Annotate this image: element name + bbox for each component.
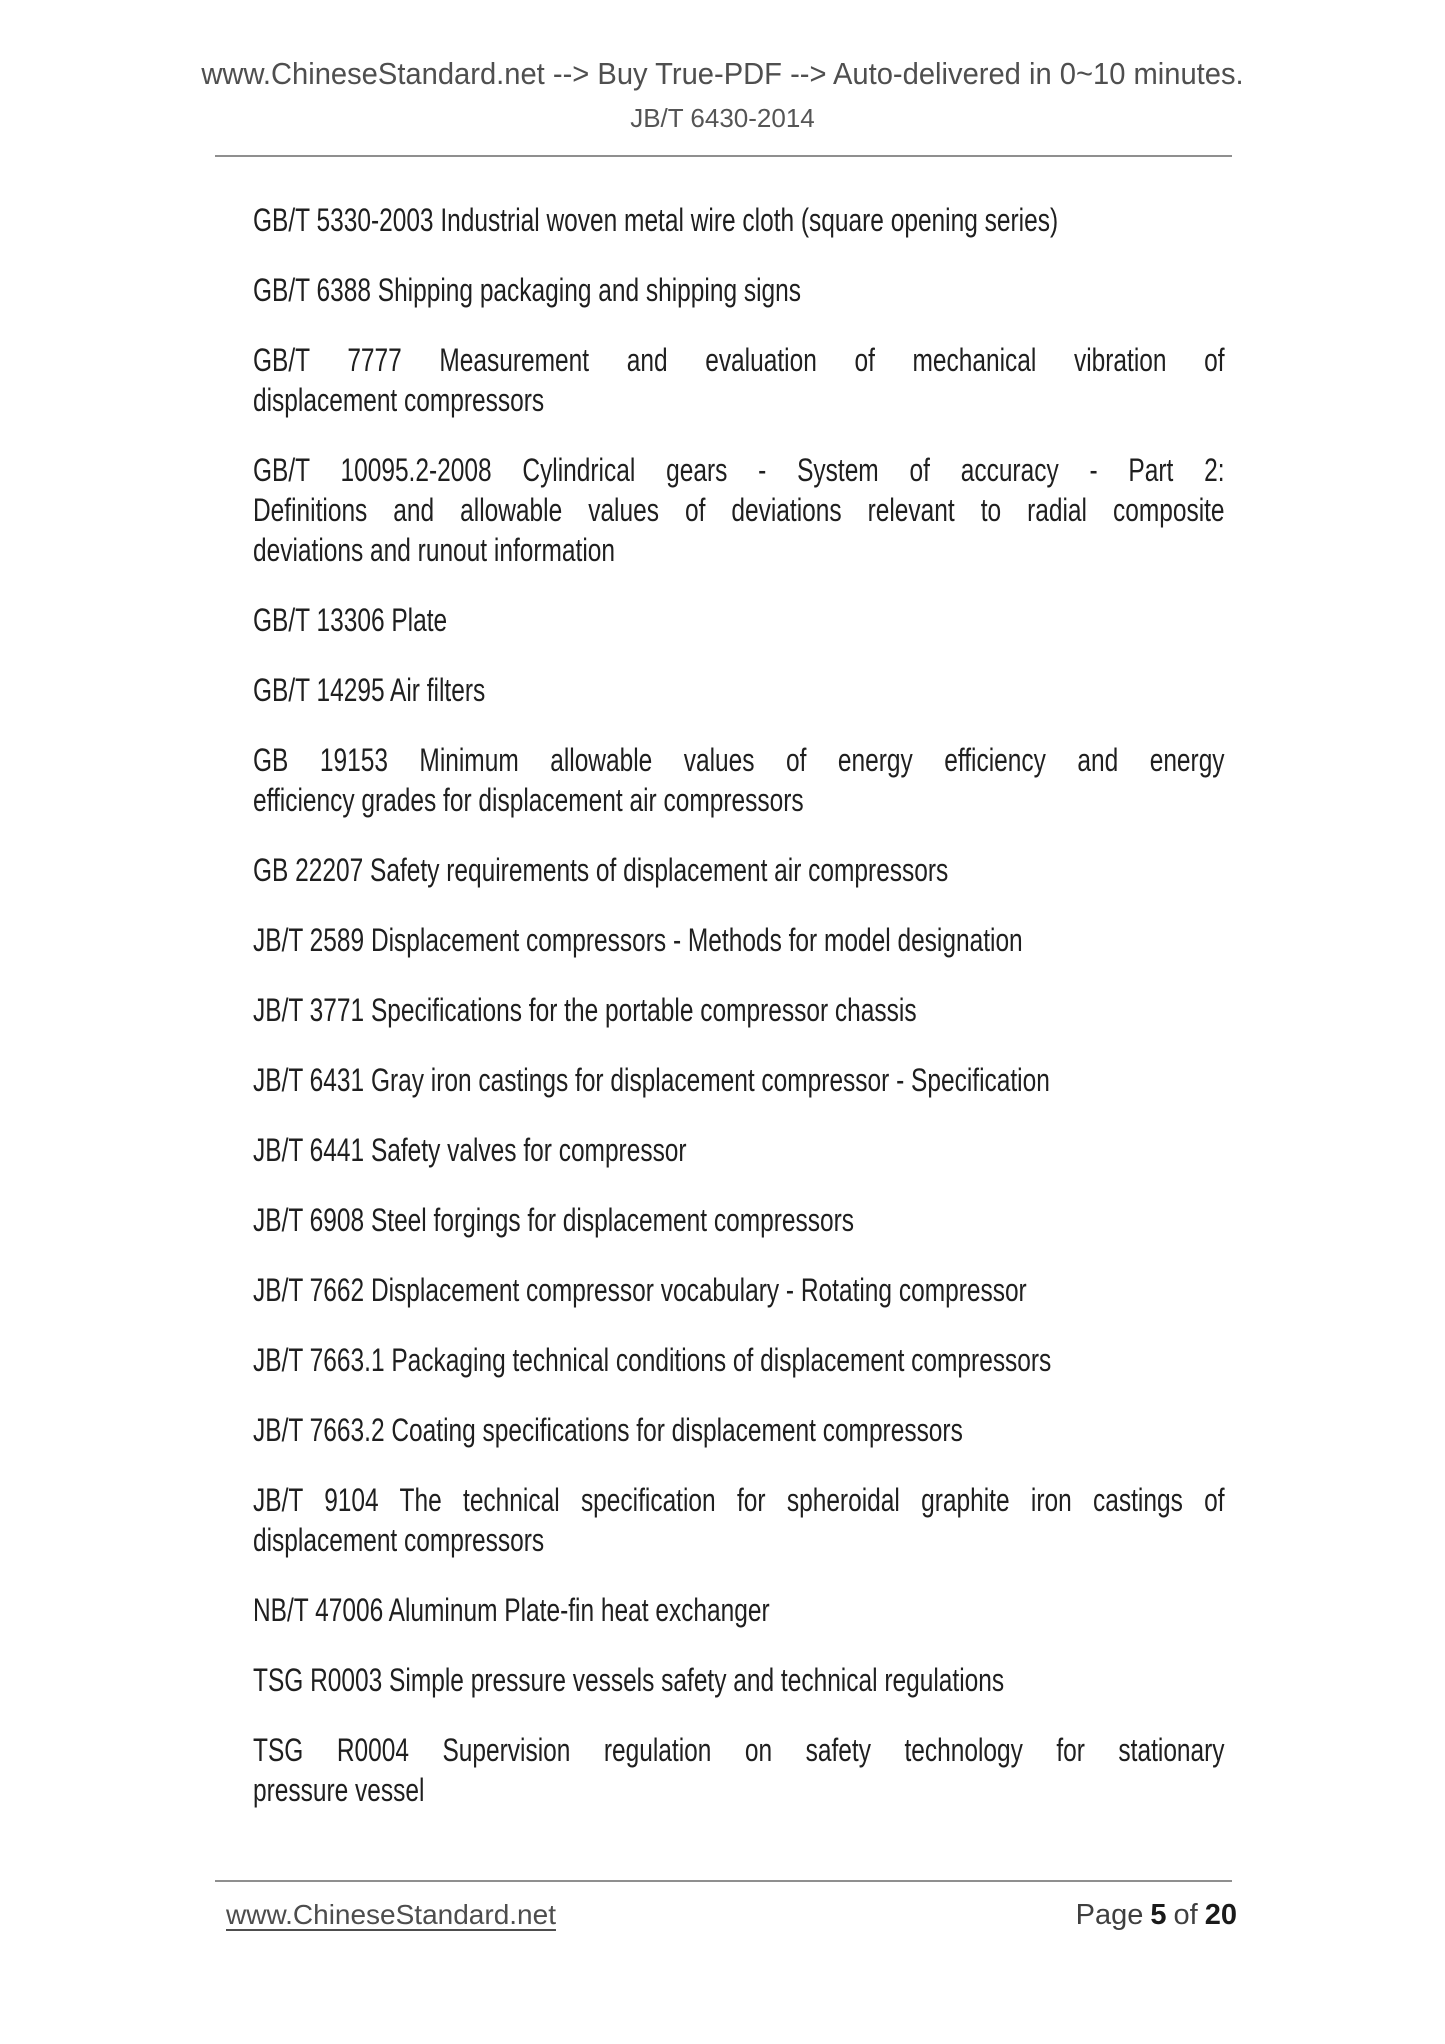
reference-line: GB/T 7777 Measurement and evaluation of mechanical vibration of xyxy=(253,342,1225,378)
header-banner: www.ChineseStandard.net --> Buy True-PDF --> Auto-delivered in 0~10 minutes. xyxy=(201,56,1244,91)
footer-divider xyxy=(215,1880,1232,1882)
footer-site-link[interactable]: www.ChineseStandard.net xyxy=(226,1899,556,1930)
reference-line: efficiency grades for displacement air compressors xyxy=(253,782,804,818)
page-total: 20 xyxy=(1204,1899,1237,1931)
reference-item xyxy=(253,920,1225,960)
page-label: Page xyxy=(1075,1899,1144,1931)
reference-item xyxy=(253,1480,1225,1560)
reference-line: GB 19153 Minimum allowable values of energy efficiency and energy xyxy=(253,742,1225,778)
reference-line: JB/T 7663.2 Coating specifications for displacement compressors xyxy=(253,1412,963,1448)
reference-line: JB/T 7663.1 Packaging technical conditions of displacement compressors xyxy=(253,1342,1052,1378)
reference-item xyxy=(253,1730,1225,1810)
reference-line: JB/T 7662 Displacement compressor vocabulary - Rotating compressor xyxy=(253,1272,1027,1308)
reference-line: GB/T 13306 Plate xyxy=(253,602,448,638)
reference-list xyxy=(253,200,1225,1810)
header-divider xyxy=(215,155,1232,157)
reference-item xyxy=(253,1590,1225,1630)
reference-line: pressure vessel xyxy=(253,1772,425,1808)
reference-line: NB/T 47006 Aluminum Plate-fin heat exchanger xyxy=(253,1592,770,1628)
reference-item xyxy=(253,200,1225,240)
reference-item xyxy=(253,450,1225,570)
reference-line: displacement compressors xyxy=(253,1522,545,1558)
reference-item xyxy=(253,990,1225,1030)
reference-line: JB/T 9104 The technical specification for spheroidal graphite iron castings of xyxy=(253,1482,1225,1518)
reference-line: JB/T 6431 Gray iron castings for displacement compressor - Specification xyxy=(253,1062,1050,1098)
reference-item xyxy=(253,1200,1225,1240)
reference-line: JB/T 6908 Steel forgings for displacement compressors xyxy=(253,1202,854,1238)
reference-line: displacement compressors xyxy=(253,382,545,418)
reference-item xyxy=(253,270,1225,310)
reference-item xyxy=(253,340,1225,420)
page-number: 5 xyxy=(1150,1899,1167,1931)
reference-item xyxy=(253,1340,1225,1380)
reference-line: GB 22207 Safety requirements of displacement air compressors xyxy=(253,852,949,888)
reference-item xyxy=(253,1130,1225,1170)
reference-line: JB/T 2589 Displacement compressors - Methods for model designation xyxy=(253,922,1023,958)
reference-line: JB/T 6441 Safety valves for compressor xyxy=(253,1132,687,1168)
reference-item xyxy=(253,1060,1225,1100)
reference-line: TSG R0003 Simple pressure vessels safety and technical regulations xyxy=(253,1662,1005,1698)
reference-item xyxy=(253,670,1225,710)
page-indicator xyxy=(1076,1898,1237,1932)
reference-line: TSG R0004 Supervision regulation on safety technology for stationary xyxy=(253,1732,1225,1768)
reference-item xyxy=(253,600,1225,640)
reference-item xyxy=(253,1270,1225,1310)
reference-item xyxy=(253,1410,1225,1450)
of-label: of xyxy=(1173,1899,1198,1931)
reference-line: JB/T 3771 Specifications for the portable compressor chassis xyxy=(253,992,917,1028)
reference-line: GB/T 14295 Air filters xyxy=(253,672,486,708)
reference-line: GB/T 5330-2003 Industrial woven metal wire cloth (square opening series) xyxy=(253,202,1059,238)
reference-item xyxy=(253,740,1225,820)
reference-line: Definitions and allowable values of deviations relevant to radial composite xyxy=(253,492,1225,528)
reference-line: GB/T 6388 Shipping packaging and shipping signs xyxy=(253,272,802,308)
reference-item xyxy=(253,1660,1225,1700)
reference-item xyxy=(253,850,1225,890)
reference-line: deviations and runout information xyxy=(253,532,615,568)
reference-line: GB/T 10095.2-2008 Cylindrical gears - System of accuracy - Part 2: xyxy=(253,452,1225,488)
standard-number-heading: JB/T 6430-2014 xyxy=(630,103,815,133)
